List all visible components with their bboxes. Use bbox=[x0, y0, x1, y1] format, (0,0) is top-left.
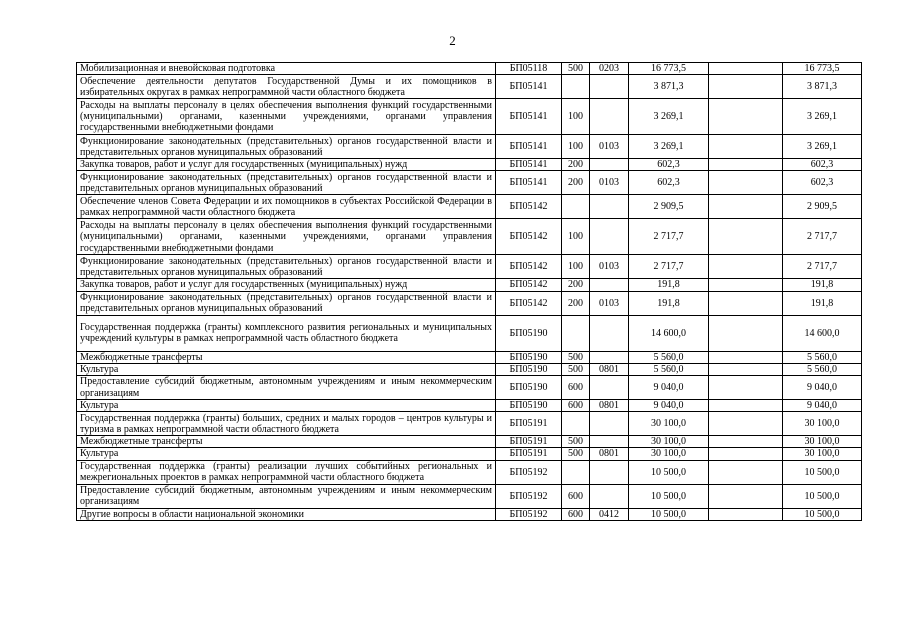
row-sum-3: 9 040,0 bbox=[783, 400, 862, 412]
row-section bbox=[590, 279, 629, 291]
row-sum-2 bbox=[709, 484, 783, 508]
row-expense-type bbox=[562, 195, 590, 219]
row-section: 0103 bbox=[590, 255, 629, 279]
row-sum-1: 2 909,5 bbox=[629, 195, 709, 219]
row-sum-1: 30 100,0 bbox=[629, 448, 709, 460]
row-sum-3: 191,8 bbox=[783, 279, 862, 291]
row-sum-2 bbox=[709, 219, 783, 255]
row-expense-type: 100 bbox=[562, 219, 590, 255]
row-sum-3: 30 100,0 bbox=[783, 412, 862, 436]
row-expense-type: 600 bbox=[562, 484, 590, 508]
row-section bbox=[590, 99, 629, 135]
row-section bbox=[590, 460, 629, 484]
row-expense-type: 100 bbox=[562, 255, 590, 279]
row-section bbox=[590, 351, 629, 363]
row-sum-2 bbox=[709, 400, 783, 412]
row-name: Межбюджетные трансферты bbox=[77, 351, 496, 363]
row-name: Функционирование законодательных (представительных) органов государственной власти и представительных органов муниципальных образований bbox=[77, 291, 496, 315]
row-section bbox=[590, 159, 629, 171]
row-expense-type: 100 bbox=[562, 99, 590, 135]
row-section bbox=[590, 376, 629, 400]
row-sum-1: 191,8 bbox=[629, 279, 709, 291]
row-sum-2 bbox=[709, 508, 783, 520]
table-row bbox=[77, 436, 862, 448]
row-sum-1: 30 100,0 bbox=[629, 436, 709, 448]
row-name: Предоставление субсидий бюджетным, автономным учреждениям и иным некоммерческим организациям bbox=[77, 484, 496, 508]
row-code: БП05190 bbox=[496, 315, 562, 351]
row-code: БП05142 bbox=[496, 255, 562, 279]
row-code: БП05191 bbox=[496, 436, 562, 448]
row-code: БП05141 bbox=[496, 171, 562, 195]
row-name: Государственная поддержка (гранты) реализации лучших событийных региональных и межрегиональных проектов в рамках непрограммной части областного бюджета bbox=[77, 460, 496, 484]
table-row bbox=[77, 460, 862, 484]
row-code: БП05142 bbox=[496, 291, 562, 315]
row-name: Обеспечение деятельности депутатов Государственной Думы и их помощников в избирательных округах в рамках непрограммной части областного бюджета bbox=[77, 75, 496, 99]
row-expense-type: 200 bbox=[562, 279, 590, 291]
row-code: БП05191 bbox=[496, 412, 562, 436]
row-sum-2 bbox=[709, 376, 783, 400]
row-sum-3: 10 500,0 bbox=[783, 484, 862, 508]
table-row bbox=[77, 291, 862, 315]
row-section bbox=[590, 412, 629, 436]
row-code: БП05190 bbox=[496, 363, 562, 375]
row-name: Расходы на выплаты персоналу в целях обеспечения выполнения функций государственными (муниципальными) органами, казенными учреждениями, органами управления государственными внебюджетными фондами bbox=[77, 219, 496, 255]
row-sum-2 bbox=[709, 99, 783, 135]
row-section bbox=[590, 484, 629, 508]
row-sum-1: 5 560,0 bbox=[629, 363, 709, 375]
row-sum-2 bbox=[709, 171, 783, 195]
row-expense-type: 200 bbox=[562, 159, 590, 171]
row-sum-3: 9 040,0 bbox=[783, 376, 862, 400]
table-row bbox=[77, 63, 862, 75]
row-sum-3: 3 269,1 bbox=[783, 99, 862, 135]
row-sum-1: 14 600,0 bbox=[629, 315, 709, 351]
row-code: БП05192 bbox=[496, 508, 562, 520]
table-row bbox=[77, 195, 862, 219]
row-section: 0103 bbox=[590, 291, 629, 315]
table-row bbox=[77, 255, 862, 279]
budget-table bbox=[76, 62, 862, 521]
row-expense-type: 200 bbox=[562, 291, 590, 315]
row-sum-3: 16 773,5 bbox=[783, 63, 862, 75]
row-sum-3: 602,3 bbox=[783, 159, 862, 171]
table-row bbox=[77, 351, 862, 363]
row-sum-2 bbox=[709, 351, 783, 363]
row-sum-1: 30 100,0 bbox=[629, 412, 709, 436]
row-sum-3: 5 560,0 bbox=[783, 363, 862, 375]
row-sum-1: 5 560,0 bbox=[629, 351, 709, 363]
row-sum-2 bbox=[709, 363, 783, 375]
row-sum-2 bbox=[709, 291, 783, 315]
row-section bbox=[590, 195, 629, 219]
table-row bbox=[77, 412, 862, 436]
row-code: БП05142 bbox=[496, 219, 562, 255]
table-row bbox=[77, 75, 862, 99]
row-section: 0412 bbox=[590, 508, 629, 520]
table-row bbox=[77, 279, 862, 291]
table-row bbox=[77, 135, 862, 159]
row-name: Государственная поддержка (гранты) комплексного развития региональных и муниципальных учреждений культуры в рамках непрограммной часть областного бюджета bbox=[77, 315, 496, 351]
row-code: БП05141 bbox=[496, 159, 562, 171]
row-sum-2 bbox=[709, 75, 783, 99]
row-sum-1: 3 269,1 bbox=[629, 135, 709, 159]
row-sum-1: 602,3 bbox=[629, 159, 709, 171]
row-section bbox=[590, 436, 629, 448]
row-expense-type: 500 bbox=[562, 363, 590, 375]
row-sum-2 bbox=[709, 255, 783, 279]
table-row bbox=[77, 315, 862, 351]
row-section: 0801 bbox=[590, 400, 629, 412]
table-row bbox=[77, 159, 862, 171]
row-sum-3: 10 500,0 bbox=[783, 460, 862, 484]
row-code: БП05141 bbox=[496, 135, 562, 159]
row-name: Предоставление субсидий бюджетным, автономным учреждениям и иным некоммерческим организациям bbox=[77, 376, 496, 400]
row-expense-type bbox=[562, 75, 590, 99]
row-sum-3: 2 717,7 bbox=[783, 255, 862, 279]
row-expense-type: 600 bbox=[562, 508, 590, 520]
row-name: Государственная поддержка (гранты) больших, средних и малых городов – центров культуры и туризма в рамках непрограммной части областного бюджета bbox=[77, 412, 496, 436]
row-sum-1: 10 500,0 bbox=[629, 484, 709, 508]
row-expense-type bbox=[562, 412, 590, 436]
row-code: БП05190 bbox=[496, 400, 562, 412]
row-code: БП05190 bbox=[496, 351, 562, 363]
table-row bbox=[77, 171, 862, 195]
row-name: Функционирование законодательных (представительных) органов государственной власти и представительных органов муниципальных образований bbox=[77, 135, 496, 159]
row-sum-1: 10 500,0 bbox=[629, 460, 709, 484]
row-expense-type bbox=[562, 315, 590, 351]
row-sum-3: 602,3 bbox=[783, 171, 862, 195]
table-row bbox=[77, 448, 862, 460]
row-name: Мобилизационная и вневойсковая подготовка bbox=[77, 63, 496, 75]
row-name: Расходы на выплаты персоналу в целях обеспечения выполнения функций государственными (муниципальными) органами, казенными учреждениями, органами управления государственными внебюджетными фондами bbox=[77, 99, 496, 135]
row-sum-3: 14 600,0 bbox=[783, 315, 862, 351]
row-sum-1: 2 717,7 bbox=[629, 219, 709, 255]
row-sum-2 bbox=[709, 63, 783, 75]
row-sum-2 bbox=[709, 412, 783, 436]
row-sum-3: 2 717,7 bbox=[783, 219, 862, 255]
row-section: 0203 bbox=[590, 63, 629, 75]
row-code: БП05192 bbox=[496, 460, 562, 484]
table-row bbox=[77, 400, 862, 412]
row-sum-1: 16 773,5 bbox=[629, 63, 709, 75]
row-sum-2 bbox=[709, 159, 783, 171]
row-name: Культура bbox=[77, 400, 496, 412]
row-expense-type: 500 bbox=[562, 351, 590, 363]
row-code: БП05192 bbox=[496, 484, 562, 508]
row-name: Межбюджетные трансферты bbox=[77, 436, 496, 448]
row-code: БП05142 bbox=[496, 195, 562, 219]
row-sum-3: 30 100,0 bbox=[783, 448, 862, 460]
row-sum-3: 30 100,0 bbox=[783, 436, 862, 448]
row-name: Закупка товаров, работ и услуг для государственных (муниципальных) нужд bbox=[77, 279, 496, 291]
row-name: Функционирование законодательных (представительных) органов государственной власти и представительных органов муниципальных образований bbox=[77, 171, 496, 195]
row-sum-3: 5 560,0 bbox=[783, 351, 862, 363]
row-name: Закупка товаров, работ и услуг для государственных (муниципальных) нужд bbox=[77, 159, 496, 171]
row-section: 0103 bbox=[590, 135, 629, 159]
row-sum-3: 191,8 bbox=[783, 291, 862, 315]
row-name: Другие вопросы в области национальной экономики bbox=[77, 508, 496, 520]
row-expense-type: 600 bbox=[562, 376, 590, 400]
row-name: Функционирование законодательных (представительных) органов государственной власти и представительных органов муниципальных образований bbox=[77, 255, 496, 279]
row-sum-3: 10 500,0 bbox=[783, 508, 862, 520]
row-code: БП05141 bbox=[496, 99, 562, 135]
row-name: Культура bbox=[77, 363, 496, 375]
row-sum-2 bbox=[709, 436, 783, 448]
row-code: БП05141 bbox=[496, 75, 562, 99]
row-code: БП05190 bbox=[496, 376, 562, 400]
page-number: 2 bbox=[449, 33, 456, 48]
row-sum-2 bbox=[709, 279, 783, 291]
row-section bbox=[590, 75, 629, 99]
table-row bbox=[77, 376, 862, 400]
row-sum-2 bbox=[709, 135, 783, 159]
row-sum-2 bbox=[709, 315, 783, 351]
row-expense-type bbox=[562, 460, 590, 484]
row-sum-1: 10 500,0 bbox=[629, 508, 709, 520]
row-sum-2 bbox=[709, 195, 783, 219]
row-expense-type: 500 bbox=[562, 63, 590, 75]
table-row bbox=[77, 99, 862, 135]
row-name: Культура bbox=[77, 448, 496, 460]
row-expense-type: 100 bbox=[562, 135, 590, 159]
table-body bbox=[77, 63, 862, 521]
table-row bbox=[77, 363, 862, 375]
table-row bbox=[77, 484, 862, 508]
row-sum-2 bbox=[709, 448, 783, 460]
row-sum-1: 9 040,0 bbox=[629, 400, 709, 412]
row-sum-1: 9 040,0 bbox=[629, 376, 709, 400]
row-sum-3: 3 269,1 bbox=[783, 135, 862, 159]
table-row bbox=[77, 219, 862, 255]
row-expense-type: 500 bbox=[562, 448, 590, 460]
row-code: БП05118 bbox=[496, 63, 562, 75]
row-name: Обеспечение членов Совета Федерации и их помощников в субъектах Российской Федерации в рамках непрограммной части областного бюджета bbox=[77, 195, 496, 219]
row-code: БП05142 bbox=[496, 279, 562, 291]
row-sum-1: 191,8 bbox=[629, 291, 709, 315]
row-sum-2 bbox=[709, 460, 783, 484]
row-expense-type: 500 bbox=[562, 436, 590, 448]
row-sum-3: 3 871,3 bbox=[783, 75, 862, 99]
row-sum-1: 3 269,1 bbox=[629, 99, 709, 135]
row-sum-1: 602,3 bbox=[629, 171, 709, 195]
row-sum-1: 2 717,7 bbox=[629, 255, 709, 279]
row-sum-1: 3 871,3 bbox=[629, 75, 709, 99]
row-sum-3: 2 909,5 bbox=[783, 195, 862, 219]
row-section bbox=[590, 219, 629, 255]
row-expense-type: 200 bbox=[562, 171, 590, 195]
row-section: 0801 bbox=[590, 363, 629, 375]
row-expense-type: 600 bbox=[562, 400, 590, 412]
row-section: 0103 bbox=[590, 171, 629, 195]
table-row bbox=[77, 508, 862, 520]
row-code: БП05191 bbox=[496, 448, 562, 460]
row-section bbox=[590, 315, 629, 351]
row-section: 0801 bbox=[590, 448, 629, 460]
